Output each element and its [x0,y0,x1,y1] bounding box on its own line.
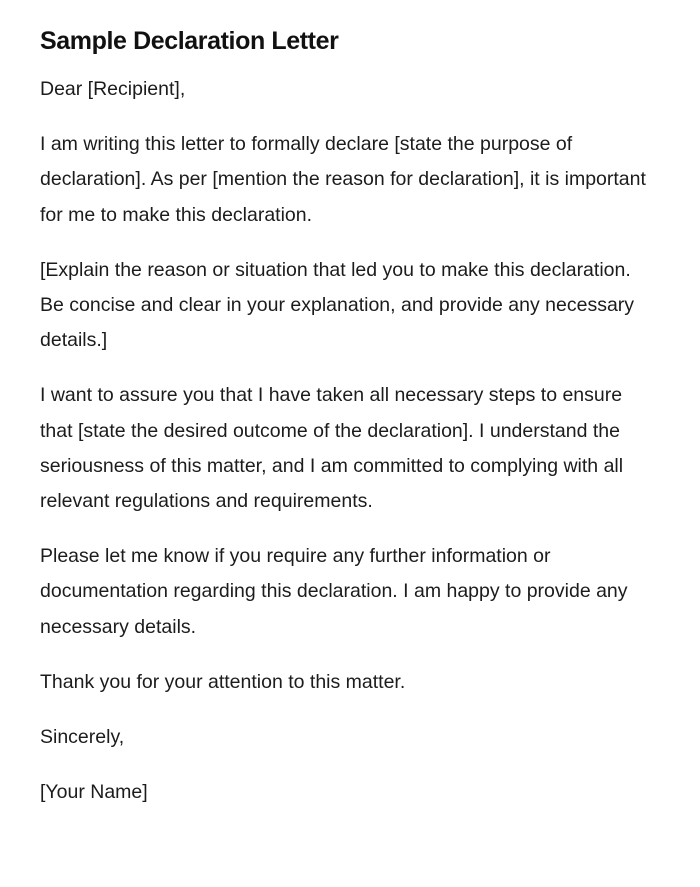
closing: Sincerely, [40,726,125,749]
paragraph-assurance: I want to assure you that I have taken all necessary steps to ensure that [state the desired outcome of the declaration]. I understand the seriousness of this matter, and I am committed to complying with all relevant regulations and requirements. [40,384,624,513]
paragraph-purpose: I am writing this letter to formally declare [state the purpose of declaration]. As per [mention the reason for declaration], it is important for me to make this declaration. [40,133,646,226]
paragraph-further-info: Please let me know if you require any further information or documentation regarding this declaration. I am happy to provide any necessary details. [40,545,628,638]
document-title: Sample Declaration Letter [40,27,339,55]
letter-document [40,22,650,830]
signature: [Your Name] [40,781,148,804]
paragraph-thanks: Thank you for your attention to this matter. [40,670,406,693]
salutation: Dear [Recipient], [40,78,186,100]
paragraph-explanation: [Explain the reason or situation that led you to make this declaration. Be concise and clear in your explanation, and provide any necessary details.] [40,258,635,352]
